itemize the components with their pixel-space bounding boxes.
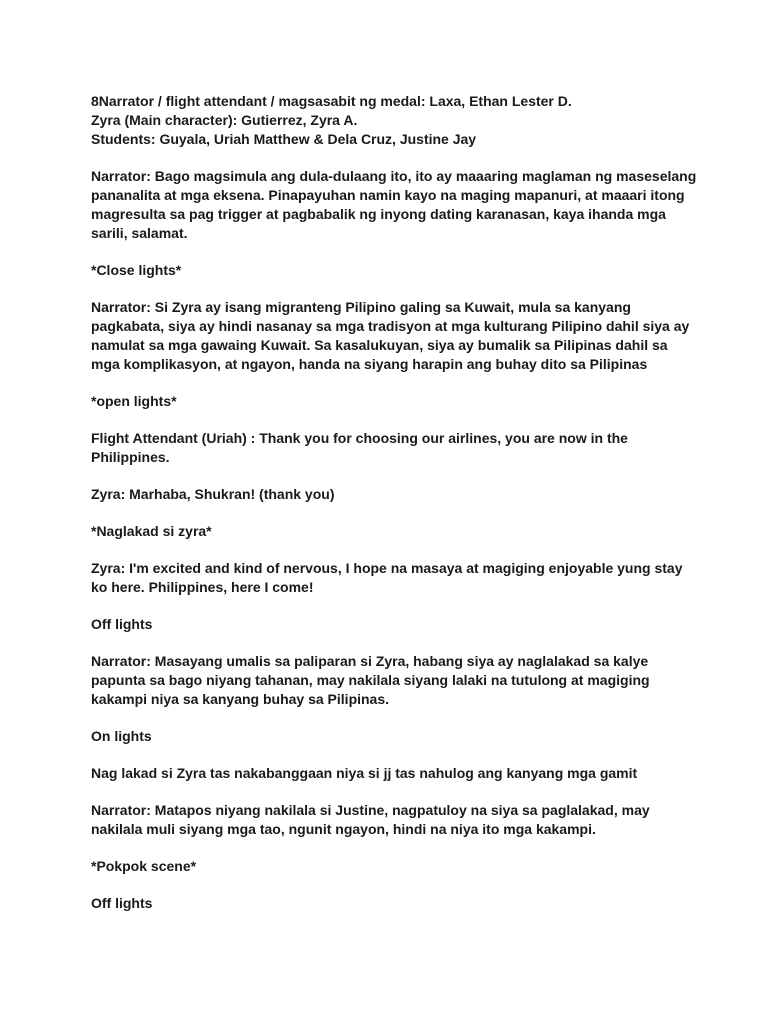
action-line: Nag lakad si Zyra tas nakabanggaan niya si jj tas nahulog ang kanyang mga gamit bbox=[91, 765, 638, 781]
stage-direction: *Naglakad si zyra* bbox=[91, 523, 212, 539]
script-paragraph bbox=[91, 167, 698, 243]
script-paragraph bbox=[91, 894, 698, 913]
script-paragraph bbox=[91, 615, 698, 634]
narrator-line: Narrator: Masayang umalis sa paliparan si Zyra, habang siya ay naglalakad sa kalye papunta sa bago niyang tahanan, may nakilala siyang lalaki na tutulong at magiging kakampi niya sa kanyang buhay sa Pilipinas. bbox=[91, 653, 650, 707]
script-paragraph bbox=[91, 522, 698, 541]
script-paragraph bbox=[91, 857, 698, 876]
script-paragraph bbox=[91, 559, 698, 597]
stage-direction: *Close lights* bbox=[91, 262, 182, 278]
cast-credits bbox=[91, 92, 698, 149]
script-paragraph bbox=[91, 801, 698, 839]
credit-line-narrator: 8Narrator / flight attendant / magsasabit ng medal: Laxa, Ethan Lester D. bbox=[91, 93, 572, 109]
credit-line-zyra: Zyra (Main character): Gutierrez, Zyra A. bbox=[91, 112, 358, 128]
script-paragraph bbox=[91, 485, 698, 504]
script-paragraph bbox=[91, 392, 698, 411]
script-paragraph bbox=[91, 652, 698, 709]
stage-direction: *Pokpok scene* bbox=[91, 858, 197, 874]
stage-direction: On lights bbox=[91, 728, 152, 744]
stage-direction: *open lights* bbox=[91, 393, 177, 409]
script-paragraph bbox=[91, 261, 698, 280]
stage-direction: Off lights bbox=[91, 895, 153, 911]
dialogue-line: Zyra: Marhaba, Shukran! (thank you) bbox=[91, 486, 335, 502]
script-paragraph bbox=[91, 727, 698, 746]
script-paragraph bbox=[91, 298, 698, 374]
narrator-line: Narrator: Bago magsimula ang dula-dulaang ito, ito ay maaaring maglaman ng maseselang pananalita at mga eksena. Pinapayuhan namin kayo na maging mapanuri, at maaari itong magresulta sa pag trigger at pagbabalik ng inyong dating karanasan, kaya ihanda mga sarili, salamat. bbox=[91, 168, 697, 241]
dialogue-line: Zyra: I'm excited and kind of nervous, I hope na masaya at magiging enjoyable yung stay ko here. Philippines, here I come! bbox=[91, 560, 683, 595]
script-paragraph bbox=[91, 429, 698, 467]
credit-line-students: Students: Guyala, Uriah Matthew & Dela Cruz, Justine Jay bbox=[91, 131, 477, 147]
dialogue-line: Flight Attendant (Uriah) : Thank you for choosing our airlines, you are now in the Philippines. bbox=[91, 430, 628, 465]
script-paragraph bbox=[91, 764, 698, 783]
narrator-line: Narrator: Si Zyra ay isang migranteng Pilipino galing sa Kuwait, mula sa kanyang pagkabata, siya ay hindi nasanay sa mga tradisyon at mga kulturang Pilipino dahil siya ay namulat sa mga gawaing Kuwait. Sa kasalukuyan, siya ay bumalik sa Pilipinas dahil sa mga komplikasyon, at ngayon, handa na siyang harapin ang buhay dito sa Pilipinas bbox=[91, 299, 690, 372]
stage-direction: Off lights bbox=[91, 616, 153, 632]
narrator-line: Narrator: Matapos niyang nakilala si Justine, nagpatuloy na siya sa paglalakad, may nakilala muli siyang mga tao, ngunit ngayon, hindi na niya ito mga kakampi. bbox=[91, 802, 650, 837]
